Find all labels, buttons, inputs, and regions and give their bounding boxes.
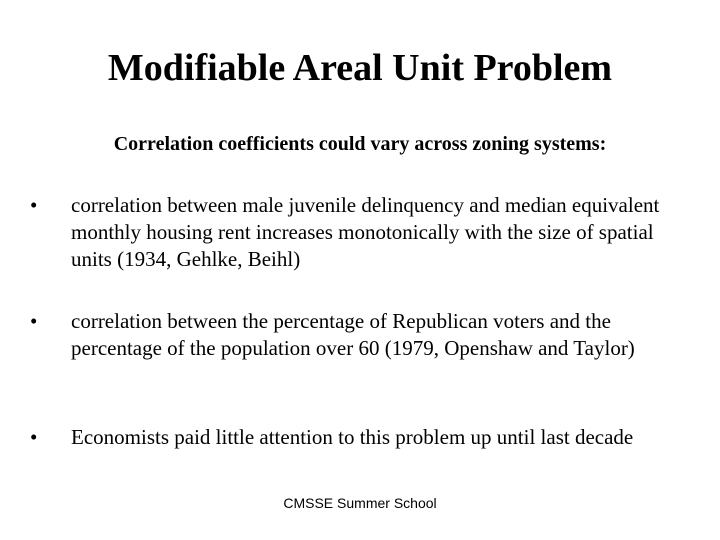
slide-subtitle: Correlation coefficients could vary across zoning systems:: [113, 133, 607, 155]
bullet-text: correlation between male juvenile delinquency and median equivalent monthly housing rent increases monotonically with the size of spatial units (1934, Gehlke, Beihl): [71, 193, 660, 271]
bullet-item: [30, 308, 690, 362]
bullet-text: correlation between the percentage of Republican voters and the percentage of the population over 60 (1979, Openshaw and Taylor): [71, 309, 635, 360]
bullet-dot-icon: •: [30, 309, 38, 333]
bullet-dot-icon: •: [30, 193, 38, 217]
bullet-dot-icon: •: [30, 425, 38, 449]
slide-title: Modifiable Areal Unit Problem: [107, 47, 613, 89]
bullet-item: [30, 192, 690, 273]
bullet-text: Economists paid little attention to this problem up until last decade: [71, 425, 634, 449]
bullet-item: [30, 424, 690, 451]
slide-footer: CMSSE Summer School: [283, 495, 437, 511]
